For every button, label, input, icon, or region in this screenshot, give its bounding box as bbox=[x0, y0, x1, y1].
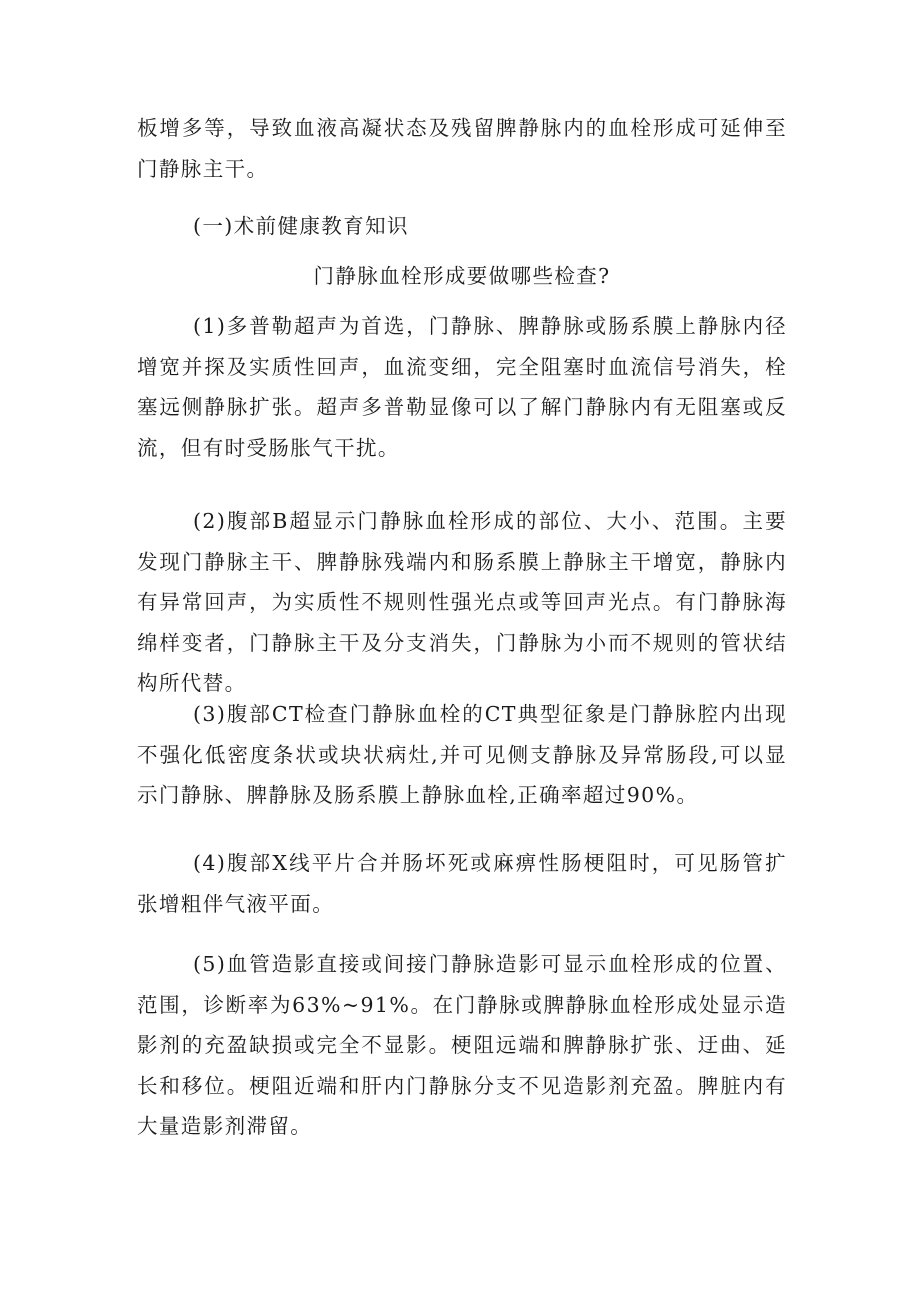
paragraph-item-4: (4)腹部X线平片合并肠坏死或麻痹性肠梗阻时，可见肠管扩张增粗伴气液平面。 bbox=[137, 851, 787, 916]
section-heading: (一)术前健康教育知识 bbox=[193, 214, 409, 238]
paragraph-item-5: (5)血管造影直接或间接门静脉造影可显示血栓形成的位置、范围，诊断率为63%~91%。在门静脉或脾静脉血栓形成处显示造影剂的充盈缺损或完全不显影。梗阻远端和脾静脉扩张、迂曲、延长和移位。梗阻近端和肝内门静脉分支不见造影剂充盈。脾脏内有大量造影剂滞留。 bbox=[137, 952, 787, 1138]
paragraph-item-3: (3)腹部CT检查门静脉血栓的CT典型征象是门静脉腔内出现不强化低密度条状或块状病灶,并可见侧支静脉及异常肠段,可以显示门静脉、脾静脉及肠系膜上静脉血栓,正确率超过90%。 bbox=[137, 702, 787, 807]
continuation-paragraph: 板增多等，导致血液高凝状态及残留脾静脉内的血栓形成可延伸至门静脉主干。 bbox=[137, 116, 787, 181]
paragraph-item-1: (1)多普勒超声为首选，门静脉、脾静脉或肠系膜上静脉内径增宽并探及实质性回声，血流变细，完全阻塞时血流信号消失，栓塞远侧静脉扩张。超声多普勒显像可以了解门静脉内有无阻塞或反流，但有时受肠胀气干扰。 bbox=[137, 314, 787, 460]
question-title: 门静脉血栓形成要做哪些检查? bbox=[313, 264, 611, 288]
paragraph-item-2: (2)腹部B超显示门静脉血栓形成的部位、大小、范围。主要发现门静脉主干、脾静脉残端内和肠系膜上静脉主干增宽，静脉内有异常回声，为实质性不规则性强光点或等回声光点。有门静脉海绵样变者，门静脉主干及分支消失，门静脉为小而不规则的管状结构所代替。 bbox=[137, 509, 787, 695]
